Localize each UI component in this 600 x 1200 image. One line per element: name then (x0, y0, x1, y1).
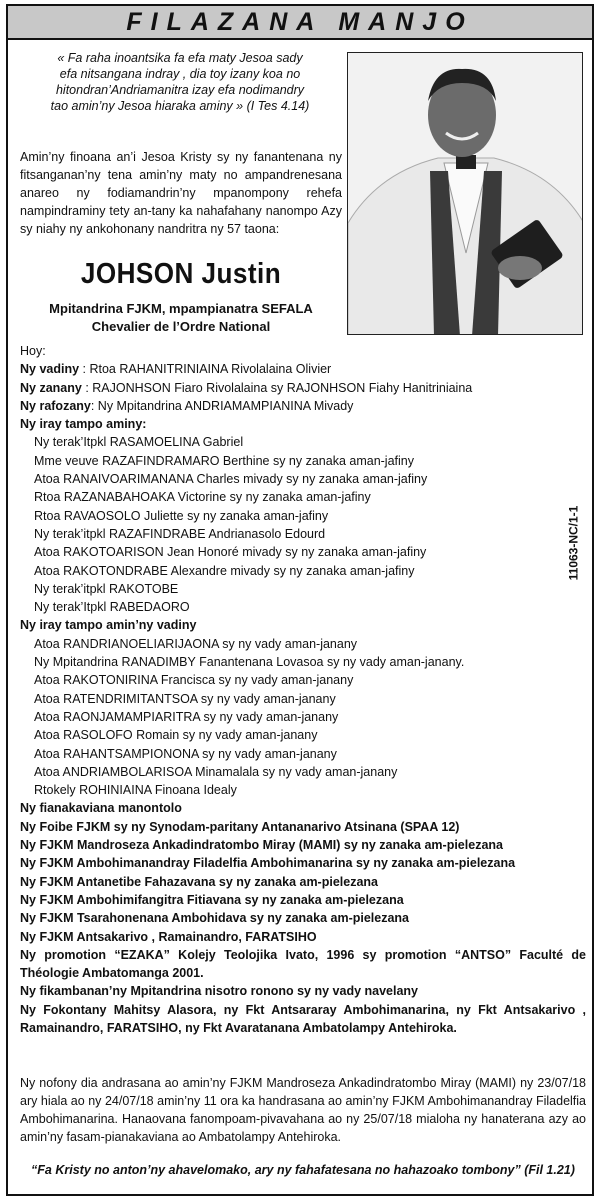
rafozany-row (20, 397, 586, 415)
vadiny-value: : Rtoa RAHANITRINIAINA Rivolalaina Olivier (79, 362, 332, 377)
list-item: Ny terak’itpkl RAZAFINDRABE Andrianasolo Edourd (34, 526, 326, 541)
rafozany-value: : Ny Mpitandrina ANDRIAMAMPIANINA Mivady (90, 398, 354, 413)
intro-paragraph: Amin’ny finoana an’i Jesoa Kristy sy ny fanantenana ny fitsanganan’ny tena amin’ny maty no ampandrenesana anareo ny fodiamandrin’ny mpanompony rehefa nampindraminy tety an-tany ka nahafahany nanompo Azy sy niahy ny ankohonany nandritra ny 57 taona: (20, 150, 342, 236)
family-list (20, 342, 586, 1037)
deceased-name: JOHSON Justin (80, 258, 282, 290)
vadiny-row (20, 360, 586, 378)
closing-quote: “Fa Kristy no anton’ny ahavelomako, ary ny fahafatesana no hahazoako tombony” (Fil 1.21) (31, 1163, 575, 1177)
quote-line: « Fa raha inoantsika fa efa maty Jesoa sady (57, 51, 303, 65)
list-item: Atoa RASOLOFO Romain sy ny vady aman-janany (34, 728, 318, 743)
church-row: Ny fianakaviana manontolo (20, 801, 182, 816)
opening-quote (20, 50, 340, 114)
zanany-row (20, 379, 586, 397)
promotion-row: Ny promotion “EZAKA” Kolejy Teolojika Ivato, 1996 sy promotion “ANTSO” Faculté de Théologie Ambatomanga 2001. (20, 947, 586, 981)
vadiny-label: Ny vadiny (20, 362, 80, 377)
list-item: Atoa RATENDRIMITANTSOA sy ny vady aman-janany (34, 691, 336, 706)
list-item: Atoa RAKOTONIRINA Francisca sy ny vady aman-janany (34, 673, 354, 688)
iray-tampo-label: Ny iray tampo aminy: (20, 417, 147, 432)
fikambanana-row: Ny fikambanan’ny Mpitandrina nisotro ronono sy ny vady navelany (20, 984, 419, 999)
church-row: Ny FJKM Tsarahonenana Ambohidava sy ny zanaka am-pielezana (20, 911, 410, 926)
church-row: Ny Foibe FJKM sy ny Synodam-paritany Antananarivo Atsinana (SPAA 12) (20, 819, 460, 834)
list-item: Rtoa RAVAOSOLO Juliette sy ny zanaka aman-jafiny (34, 508, 329, 523)
notice-header (8, 6, 592, 40)
list-item: Ny terak’Itpkl RABEDAORO (34, 600, 190, 615)
church-row: Ny FJKM Antsakarivo , Ramainandro, FARATSIHO (20, 929, 317, 944)
deceased-title-2: Chevalier de l’Ordre National (91, 319, 271, 334)
iray-tampo-vadiny-label: Ny iray tampo amin’ny vadiny (20, 618, 197, 633)
list-item: Atoa ANDRIAMBOLARISOA Minamalala sy ny vady aman-janany (34, 764, 398, 779)
zanany-value: : RAJONHSON Fiaro Rivolalaina sy RAJONHSON Fiahy Hanitriniaina (81, 380, 473, 395)
portrait-illustration (348, 53, 583, 335)
church-row: Ny FJKM Antanetibe Fahazavana sy ny zanaka am-pielezana (20, 874, 378, 889)
reference-code-text: 11063-NC/1-1 (566, 505, 580, 581)
portrait-photo (347, 52, 583, 335)
zanany-label: Ny zanany (20, 380, 82, 395)
list-item: Atoa RAHANTSAMPIONONA sy ny vady aman-janany (34, 746, 337, 761)
quote-line: efa nitsangana indray , dia toy izany koa no (59, 67, 301, 81)
list-item: Ny Mpitandrina RANADIMBY Fanantenana Lovasoa sy ny vady aman-janany. (34, 655, 465, 670)
list-item: Atoa RANAIVOARIMANANA Charles mivady sy ny zanaka aman-jafiny (34, 472, 428, 487)
list-item: Ny terak’itpkl RAKOTOBE (34, 581, 179, 596)
reference-code (558, 488, 588, 598)
quote-line: hitondran’Andriamanitra izay efa nodimandry (55, 83, 305, 97)
church-row: Ny FJKM Mandroseza Ankadindratombo Miray (MAMI) sy ny zanaka am-pielezana (20, 838, 503, 853)
church-row: Ny FJKM Ambohimifangitra Fitiavana sy ny zanaka am-pielezana (20, 892, 404, 907)
notice-title: FILAZANA MANJO (126, 7, 474, 36)
list-item: Rtokely ROHINIAINA Finoana Idealy (34, 783, 237, 798)
list-item: Mme veuve RAZAFINDRAMARO Berthine sy ny zanaka aman-jafiny (34, 453, 414, 468)
hoy-label: Hoy: (20, 344, 46, 358)
list-item: Ny terak’Itpkl RASAMOELINA Gabriel (34, 435, 244, 450)
closing-paragraph: Ny nofony dia andrasana ao amin’ny FJKM Mandroseza Ankadindratombo Miray (MAMI) ny 23/07/18 ary hiala ao ny 24/07/18 amin’ny 11 ora ka handrasana ao amin’ny FJKM Ambohimanandray Filadelfia Ambohimanarina. Hanaovana fanompoam-pivavahana ao ny 25/07/18 mialoha ny hanaterana azy ao amin’ny fasam-pianakaviana ao Ambatolampy Antehiroka. (20, 1076, 586, 1144)
church-row: Ny FJKM Ambohimanandray Filadelfia Ambohimanarina sy ny zanaka am-pielezana (20, 856, 516, 871)
rafozany-label: Ny rafozany (20, 398, 91, 413)
list-item: Rtoa RAZANABAHOAKA Victorine sy ny zanaka aman-jafiny (34, 490, 371, 505)
list-item: Atoa RAONJAMAMPIARITRA sy ny vady aman-janany (34, 709, 339, 724)
fokontany-row: Ny Fokontany Mahitsy Alasora, ny Fkt Antsararay Ambohimanarina, ny Fkt Antsakarivo , Ramainandro, FARATSIHO, ny Fkt Avaratanana Ambatolampy Antehiroka. (20, 1002, 586, 1035)
list-item: Atoa RAKOTOARISON Jean Honoré mivady sy ny zanaka aman-jafiny (34, 545, 427, 560)
deceased-title-1: Mpitandrina FJKM, mpampianatra SEFALA (49, 301, 313, 316)
quote-line: tao amin’ny Jesoa hiaraka aminy » (I Tes 4.14) (50, 99, 310, 113)
deceased-titles (20, 300, 342, 336)
list-item: Atoa RANDRIANOELIARIJAONA sy ny vady aman-janany (34, 636, 358, 651)
list-item: Atoa RAKOTONDRABE Alexandre mivady sy ny zanaka aman-jafiny (34, 563, 415, 578)
